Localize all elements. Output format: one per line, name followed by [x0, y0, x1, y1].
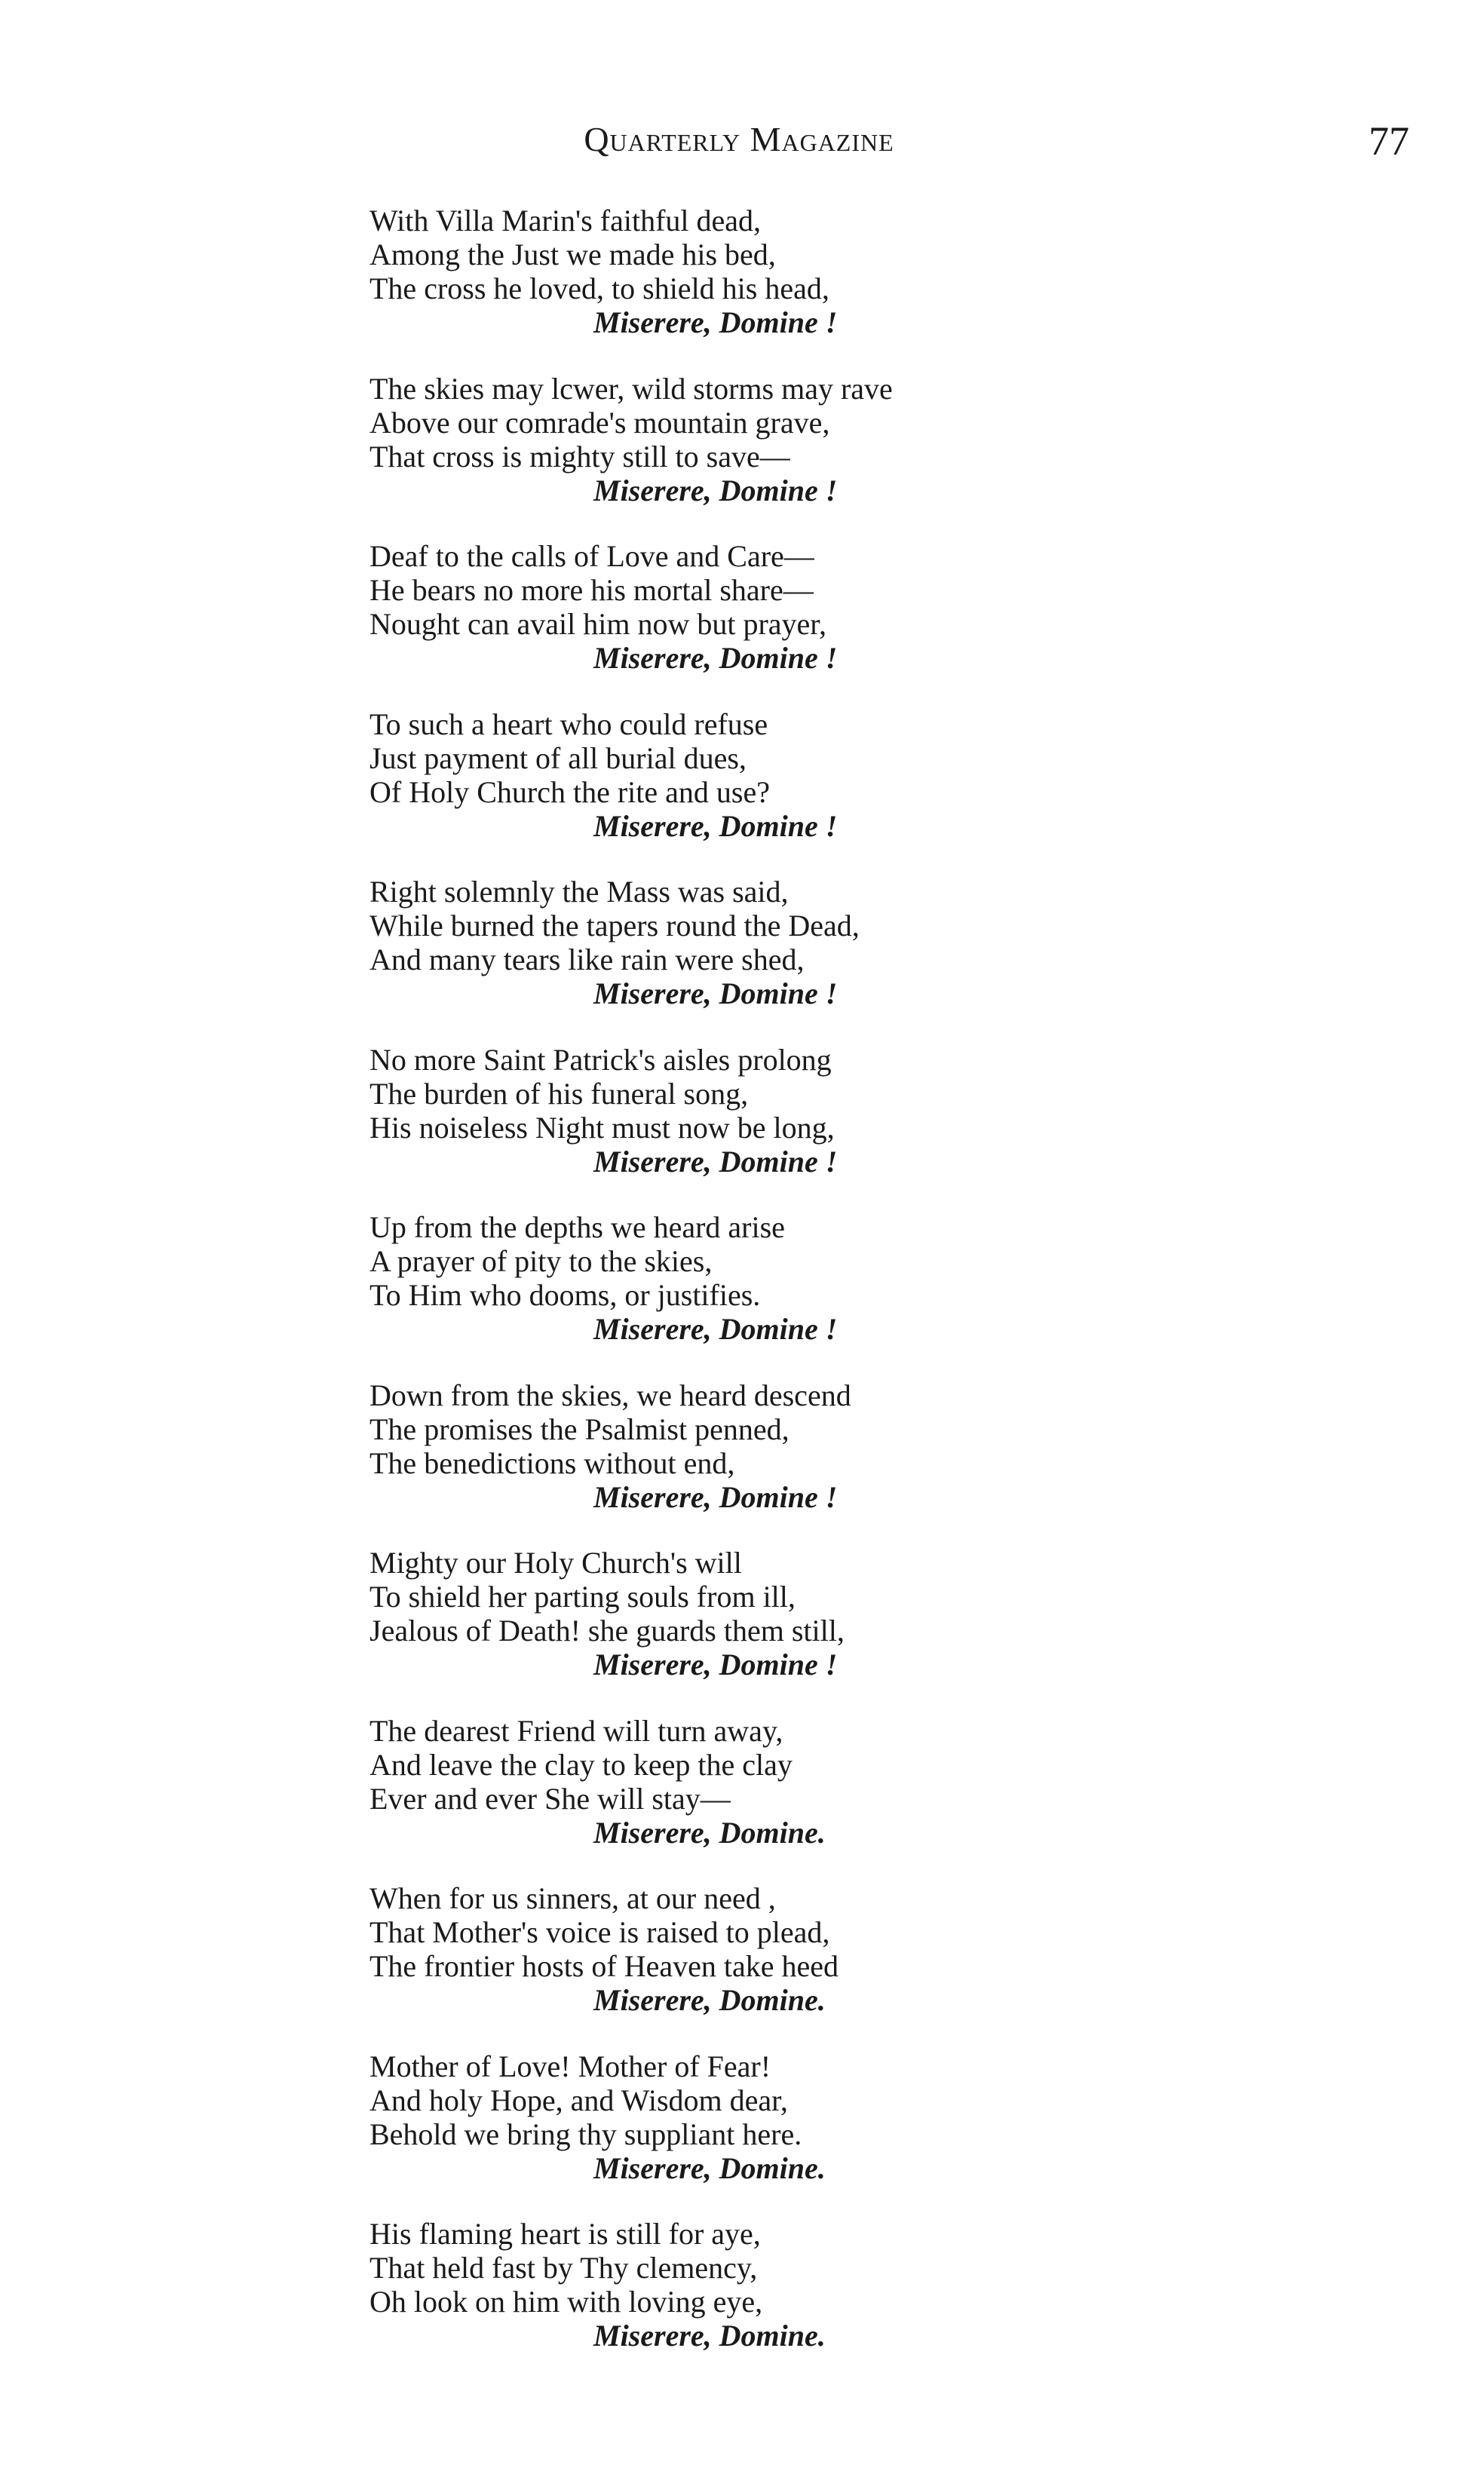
verse-line: No more Saint Patrick's aisles prolong: [369, 1042, 832, 1077]
verse-line: The skies may lcwer, wild storms may rave: [369, 371, 893, 406]
verse-line: Nought can avail him now but prayer,: [369, 607, 827, 641]
refrain-line: Miserere, Domine !: [593, 473, 838, 507]
verse-line: The dearest Friend will turn away,: [369, 1713, 783, 1748]
poem: [369, 204, 1350, 2385]
verse-line: Mother of Love! Mother of Fear!: [369, 2049, 771, 2083]
verse-line: The burden of his funeral song,: [369, 1076, 749, 1111]
stanza: [369, 539, 1350, 707]
verse-line: His noiseless Night must now be long,: [369, 1110, 835, 1145]
verse-line: Behold we bring thy suppliant here.: [369, 2117, 802, 2151]
refrain-line: Miserere, Domine !: [593, 1312, 838, 1346]
verse-line: Just payment of all burial dues,: [369, 740, 747, 775]
refrain-line: Miserere, Domine !: [593, 1144, 838, 1179]
verse-line: A prayer of pity to the skies,: [369, 1244, 713, 1278]
verse-line: Among the Just we made his bed,: [369, 238, 776, 271]
verse-line: With Villa Marin's faithful dead,: [369, 204, 762, 238]
stanza: [369, 1546, 1350, 1714]
verse-line: That cross is mighty still to save—: [369, 439, 790, 474]
refrain-line: Miserere, Domine !: [593, 976, 838, 1010]
verse-line: To Him who dooms, or justifies.: [369, 1278, 761, 1312]
stanza: [369, 875, 1350, 1043]
verse-line: And leave the clay to keep the clay: [369, 1747, 793, 1782]
verse-line: The benedictions without end,: [369, 1445, 735, 1480]
verse-line: When for us sinners, at our need ,: [369, 1881, 776, 1915]
verse-line: He bears no more his mortal share—: [369, 573, 814, 607]
verse-line: The cross he loved, to shield his head,: [369, 271, 829, 305]
page-number: 77: [1369, 118, 1409, 164]
verse-line: Ever and ever She will stay—: [369, 1781, 731, 1816]
refrain-line: Miserere, Domine.: [593, 2150, 826, 2185]
verse-line: To such a heart who could refuse: [369, 707, 768, 741]
verse-line: The frontier hosts of Heaven take heed: [369, 1949, 839, 1983]
stanza: [369, 204, 1350, 372]
stanza: [369, 1881, 1350, 2049]
refrain-line: Miserere, Domine.: [593, 1983, 826, 2017]
running-title: Quarterly Magazine: [584, 120, 894, 158]
stanza: [369, 2217, 1350, 2385]
verse-line: That held fast by Thy clemency,: [369, 2251, 758, 2285]
verse-line: The promises the Psalmist penned,: [369, 1412, 790, 1446]
refrain-line: Miserere, Domine !: [593, 305, 838, 339]
stanza: [369, 1714, 1350, 1882]
stanza: [369, 1210, 1350, 1378]
verse-line: Mighty our Holy Church's will: [369, 1546, 742, 1580]
stanza: [369, 372, 1350, 540]
verse-line: Of Holy Church the rite and use?: [369, 774, 770, 809]
stanza: [369, 2049, 1350, 2218]
stanza: [369, 1378, 1350, 1546]
verse-line: That Mother's voice is raised to plead,: [369, 1915, 830, 1949]
refrain-line: Miserere, Domine !: [593, 1479, 838, 1514]
verse-line: Up from the depths we heard arise: [369, 1210, 785, 1244]
verse-line: And holy Hope, and Wisdom dear,: [369, 2083, 788, 2117]
verse-line: Above our comrade's mountain grave,: [369, 405, 830, 440]
verse-line: Jealous of Death! she guards them still,: [369, 1614, 845, 1648]
verse-line: Deaf to the calls of Love and Care—: [369, 539, 814, 573]
verse-line: While burned the tapers round the Dead,: [369, 909, 860, 943]
refrain-line: Miserere, Domine.: [593, 1815, 826, 1850]
refrain-line: Miserere, Domine.: [593, 2319, 826, 2353]
stanza: [369, 707, 1350, 875]
refrain-line: Miserere, Domine !: [593, 1648, 838, 1681]
verse-line: Oh look on him with loving eye,: [369, 2285, 763, 2319]
refrain-line: Miserere, Domine !: [593, 641, 838, 675]
refrain-line: Miserere, Domine !: [593, 808, 838, 843]
stanza: [369, 1043, 1350, 1211]
verse-line: His flaming heart is still for aye,: [369, 2217, 761, 2251]
verse-line: Right solemnly the Mass was said,: [369, 875, 789, 909]
verse-line: To shield her parting souls from ill,: [369, 1580, 796, 1614]
verse-line: Down from the skies, we heard descend: [369, 1378, 851, 1412]
verse-line: And many tears like rain were shed,: [369, 943, 805, 976]
